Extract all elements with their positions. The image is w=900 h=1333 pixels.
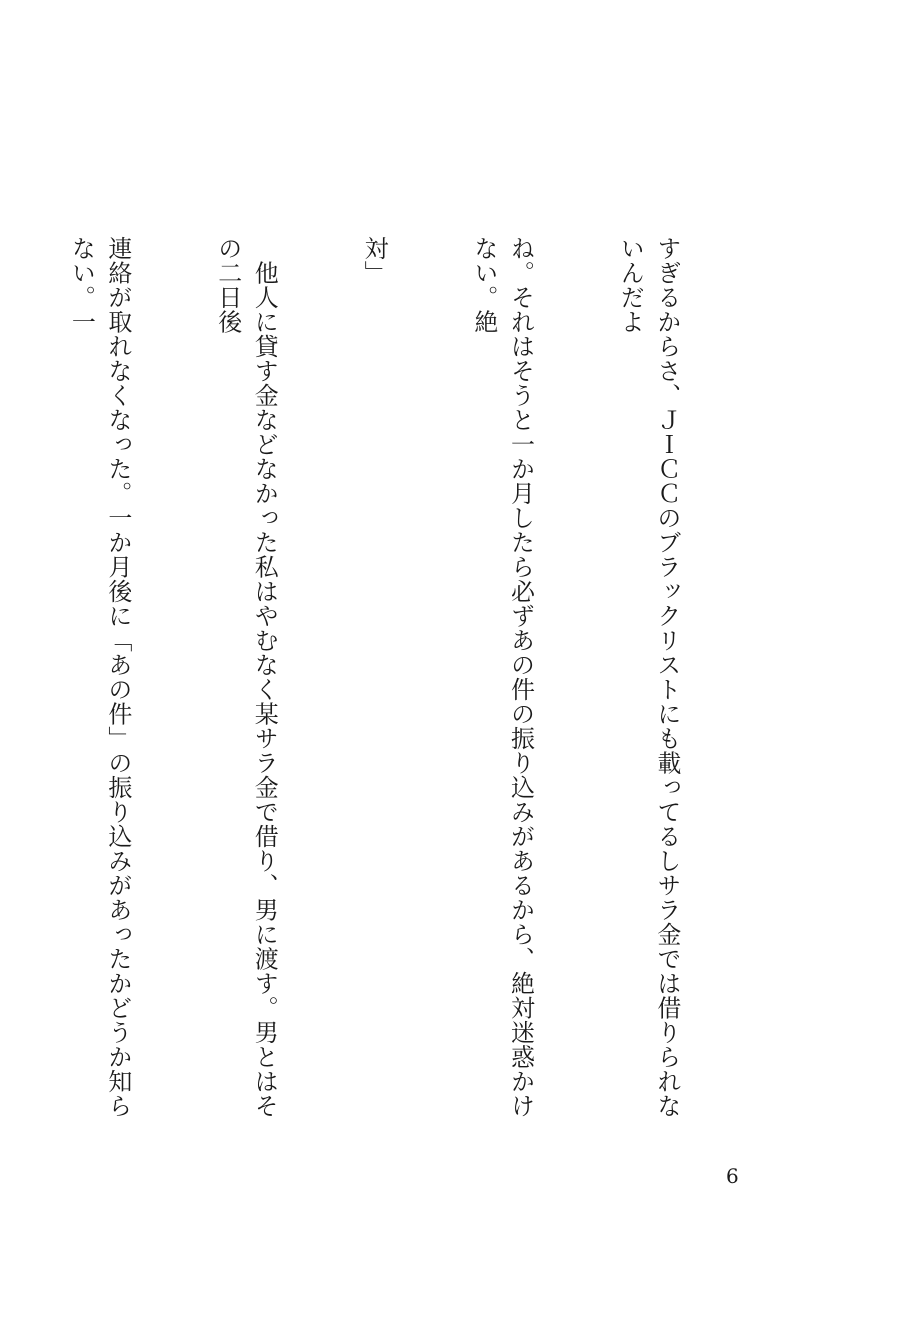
text-line: すぎるからさ、ＪＩＣＣのブラックリストにも載ってるしサラ金では借りられないんだよ (616, 236, 681, 1118)
vertical-text-body (0, 236, 758, 1136)
page-number: 6 (726, 1164, 739, 1188)
text-line: ね。それはそうと一か月したら必ずあの件の振り込みがあるから、絶対迷惑かけない。絶 (469, 236, 535, 1118)
text-line: 対」 (360, 236, 389, 285)
text-line: 連絡が取れなくなった。一か月後に「あの件」の振り込みがあったかどうか知らない。一 (67, 236, 132, 1118)
text-line: 他人に貸す金などなかった私はやむなく某サラ金で借り、男に渡す。男とはその二日後 (213, 236, 279, 1118)
